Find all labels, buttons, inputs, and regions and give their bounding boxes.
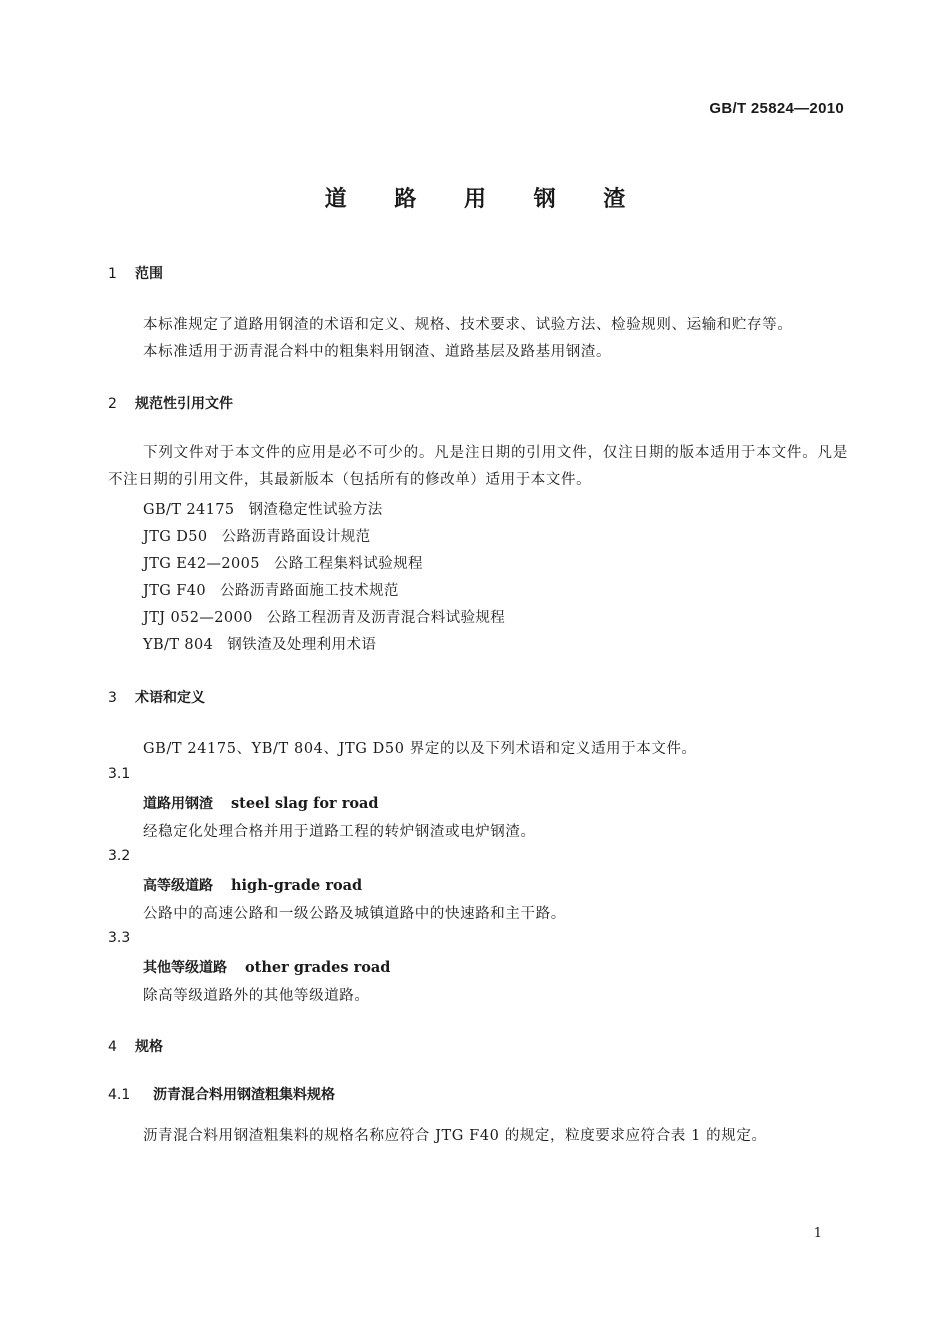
reference-title: 公路工程集料试验规程: [273, 556, 423, 572]
reference-item: [143, 552, 423, 573]
subsection-4-1-heading: [108, 1084, 335, 1104]
reference-item: [143, 606, 505, 627]
section-number: 1: [108, 266, 117, 282]
reference-title: 钢渣稳定性试验方法: [248, 502, 383, 518]
section-2-heading: [108, 393, 233, 413]
term-number: 3.3: [108, 930, 131, 946]
section-number: 3: [108, 690, 117, 706]
term-name-en: other grades road: [245, 959, 391, 976]
section-title: 范围: [135, 266, 163, 282]
section-number: 4: [108, 1039, 117, 1055]
term-name-en: high-grade road: [231, 877, 363, 894]
reference-code: JTJ 052—2000: [143, 610, 253, 626]
reference-code: JTG D50: [143, 529, 208, 545]
reference-code: JTG F40: [143, 583, 206, 599]
reference-code: JTG E42—2005: [143, 556, 260, 572]
subsection-number: 4.1: [108, 1087, 131, 1103]
standard-code: GB/T 25824—2010: [709, 100, 844, 117]
section-3-heading: [108, 687, 205, 707]
paragraph: 本标准适用于沥青混合料中的粗集料用钢渣、道路基层及路基用钢渣。: [143, 344, 612, 360]
term-name: [143, 957, 390, 977]
reference-item: [143, 579, 399, 600]
section-4-heading: [108, 1036, 163, 1056]
reference-code: GB/T 24175: [143, 502, 235, 518]
reference-title: 钢铁渣及处理利用术语: [227, 637, 377, 653]
reference-title: 公路工程沥青及沥青混合料试验规程: [266, 610, 506, 626]
document-title: 道 路 用 钢 渣: [324, 187, 646, 212]
term-number: 3.1: [108, 766, 131, 782]
term-name: [143, 875, 362, 895]
term-name-zh: 高等级道路: [143, 878, 213, 894]
paragraph: 沥青混合料用钢渣粗集料的规格名称应符合 JTG F40 的规定，粒度要求应符合表 1 的规定。: [143, 1128, 767, 1144]
reference-title: 公路沥青路面设计规范: [221, 529, 371, 545]
term-name-zh: 其他等级道路: [143, 960, 227, 976]
paragraph: 本标准规定了道路用钢渣的术语和定义、规格、技术要求、试验方法、检验规则、运输和贮存等。: [143, 317, 793, 333]
section-title: 术语和定义: [135, 690, 205, 706]
term-name: [143, 793, 379, 813]
term-name-en: steel slag for road: [231, 795, 379, 812]
section-title: 规范性引用文件: [135, 396, 233, 412]
term-definition: 除高等级道路外的其他等级道路。: [143, 988, 370, 1004]
paragraph: GB/T 24175、YB/T 804、JTG D50 界定的以及下列术语和定义适用于本文件。: [143, 741, 697, 757]
term-definition: 公路中的高速公路和一级公路及城镇道路中的快速路和主干路。: [143, 906, 566, 922]
reference-item: [143, 498, 383, 519]
page-number: 1: [813, 1226, 822, 1241]
reference-item: [143, 633, 376, 654]
reference-item: [143, 525, 371, 546]
term-name-zh: 道路用钢渣: [143, 796, 213, 812]
section-title: 规格: [135, 1039, 163, 1055]
reference-title: 公路沥青路面施工技术规范: [220, 583, 399, 599]
term-definition: 经稳定化处理合格并用于道路工程的转炉钢渣或电炉钢渣。: [143, 824, 536, 840]
reference-code: YB/T 804: [143, 637, 214, 653]
paragraph: 下列文件对于本文件的应用是必不可少的。凡是注日期的引用文件，仅注日期的版本适用于本文件。凡是不注日期的引用文件，其最新版本（包括所有的修改单）适用于本文件。: [108, 445, 848, 488]
subsection-title: 沥青混合料用钢渣粗集料规格: [153, 1087, 335, 1103]
term-number: 3.2: [108, 848, 131, 864]
section-number: 2: [108, 396, 117, 412]
section-1-heading: [108, 263, 163, 283]
